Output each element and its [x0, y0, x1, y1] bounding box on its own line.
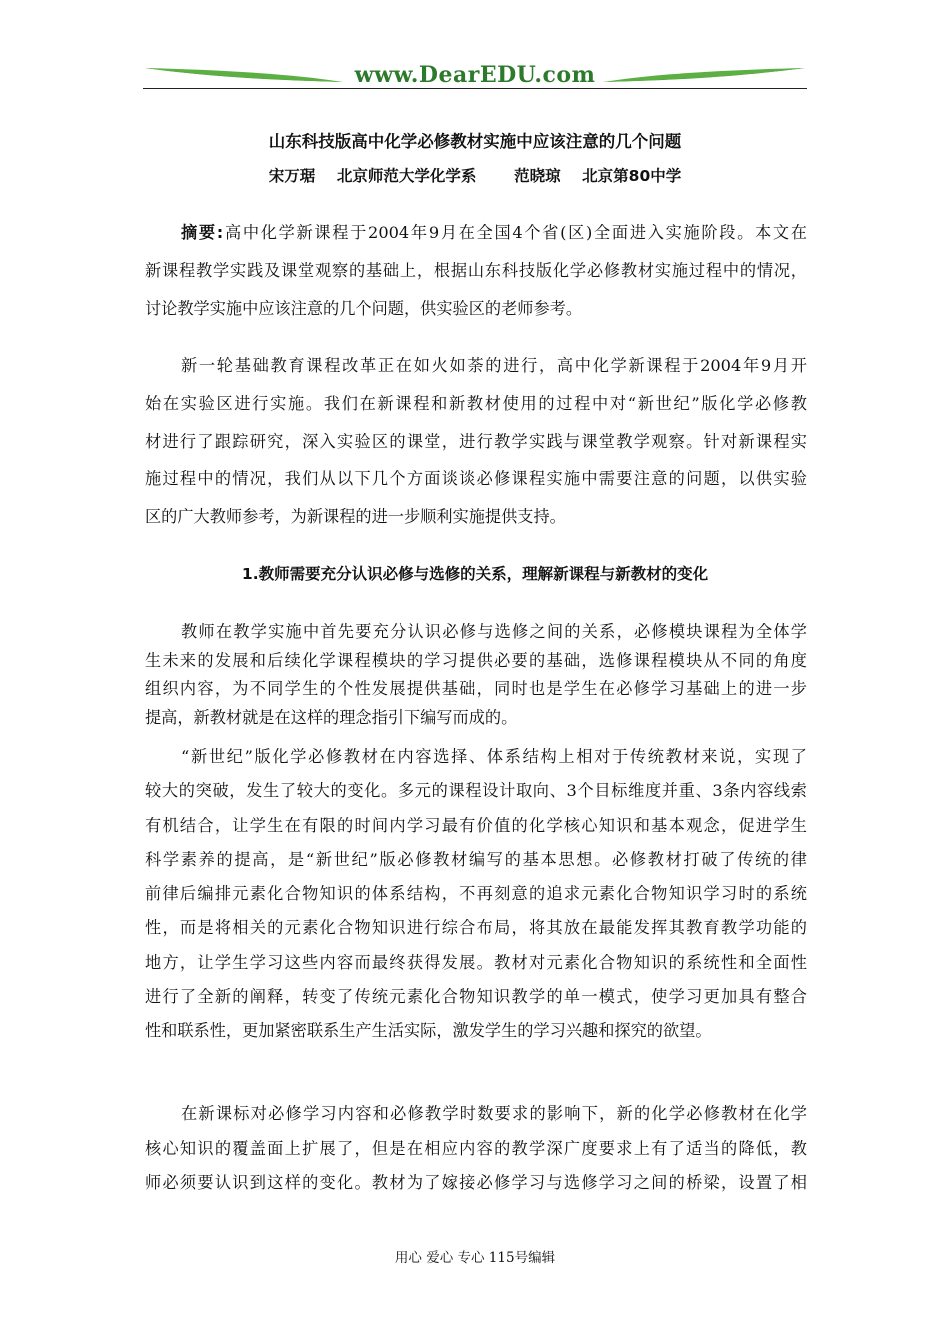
- text-line: 在新课标对必修学习内容和必修教学时数要求的影响下，新的化学必修教材在化学: [181, 1104, 807, 1123]
- abstract-line: 讨论教学实施中应该注意的几个问题，供实验区的老师参考。: [145, 298, 583, 318]
- page-footer: 用心 爱心 专心 115号编辑: [394, 1250, 556, 1266]
- text-line: 地方，让学生学习这些内容而最终获得发展。教材对元素化合物知识的系统性和全面性: [145, 952, 807, 972]
- text-line: 有机结合，让学生在有限的时间内学习最有价值的化学核心知识和基本观念，促进学生: [145, 815, 807, 835]
- abstract-line: 摘要:高中化学新课程于2004年9月在全国4个省(区)全面进入实施阶段。本文在: [181, 223, 807, 242]
- text-line: 生未来的发展和后续化学课程模块的学习提供必要的基础，选修课程模块从不同的角度: [145, 650, 807, 670]
- text-line: 提高，新教材就是在这样的理念指引下编写而成的。: [145, 707, 518, 727]
- section-heading: 1.教师需要充分认识必修与选修的关系，理解新课程与新教材的变化: [241, 565, 709, 583]
- text-line: 核心知识的覆盖面上扩展了，但是在相应内容的教学深广度要求上有了适当的降低，教: [145, 1138, 807, 1158]
- header-rule: [143, 88, 807, 89]
- abstract-line: 新课程教学实践及课堂观察的基础上，根据山东科技版化学必修教材实施过程中的情况，: [145, 260, 807, 280]
- text-line: 科学素养的提高，是“新世纪”版必修教材编写的基本思想。必修教材打破了传统的律: [145, 849, 807, 869]
- section1-paragraph-2: [145, 740, 807, 1049]
- text-line: “新世纪”版化学必修教材在内容选择、体系结构上相对于传统教材来说，实现了: [181, 747, 807, 766]
- text-line: 进行了全新的阐释，转变了传统元素化合物知识教学的单一模式，使学习更加具有整合: [145, 987, 807, 1007]
- site-logo: www.DearEDU.com: [354, 62, 596, 88]
- text-line: 区的广大教师参考，为新课程的进一步顺利实施提供支持。: [145, 507, 566, 527]
- abstract-label: 摘要:: [181, 223, 224, 242]
- author-line: 宋万琚 北京师范大学化学系 范晓琼 北京第80中学: [268, 167, 682, 185]
- text-line: 前律后编排元素化合物知识的体系结构，不再刻意的追求元素化合物知识学习时的系统: [145, 884, 807, 904]
- page-header: [143, 58, 807, 94]
- abstract-paragraph: [145, 214, 807, 327]
- text-line: 较大的突破，发生了较大的变化。多元的课程设计取向、3个目标维度并重、3条内容线索: [145, 781, 807, 801]
- section1-paragraph-3: [145, 1097, 807, 1201]
- text-line: 组织内容，为不同学生的个性发展提供基础，同时也是学生在必修学习基础上的进一步: [145, 679, 807, 698]
- section1-paragraph-1: [145, 618, 807, 732]
- text-line: 新一轮基础教育课程改革正在如火如荼的进行，高中化学新课程于2004年9月开: [181, 356, 807, 375]
- text-line: 材进行了跟踪研究，深入实验区的课堂，进行教学实践与课堂教学观察。针对新课程实: [145, 431, 807, 451]
- page-title: 山东科技版高中化学必修教材实施中应该注意的几个问题: [268, 132, 682, 151]
- text-line: 性，而是将相关的元素化合物知识进行综合布局，将其放在最能发挥其教育教学功能的: [145, 918, 807, 938]
- text-line: 性和联系性，更加紧密联系生产生活实际，激发学生的学习兴趣和探究的欲望。: [145, 1021, 712, 1041]
- text-line: 施过程中的情况，我们从以下几个方面谈谈必修课程实施中需要注意的问题，以供实验: [145, 469, 807, 489]
- text-line: 师必须要认识到这样的变化。教材为了嫁接必修学习与选修学习之间的桥梁，设置了相: [145, 1173, 807, 1192]
- intro-paragraph: [145, 347, 807, 536]
- text-line: 教师在教学实施中首先要充分认识必修与选修之间的关系，必修模块课程为全体学: [181, 622, 807, 641]
- text-line: 始在实验区进行实施。我们在新课程和新教材使用的过程中对“新世纪”版化学必修教: [145, 393, 807, 413]
